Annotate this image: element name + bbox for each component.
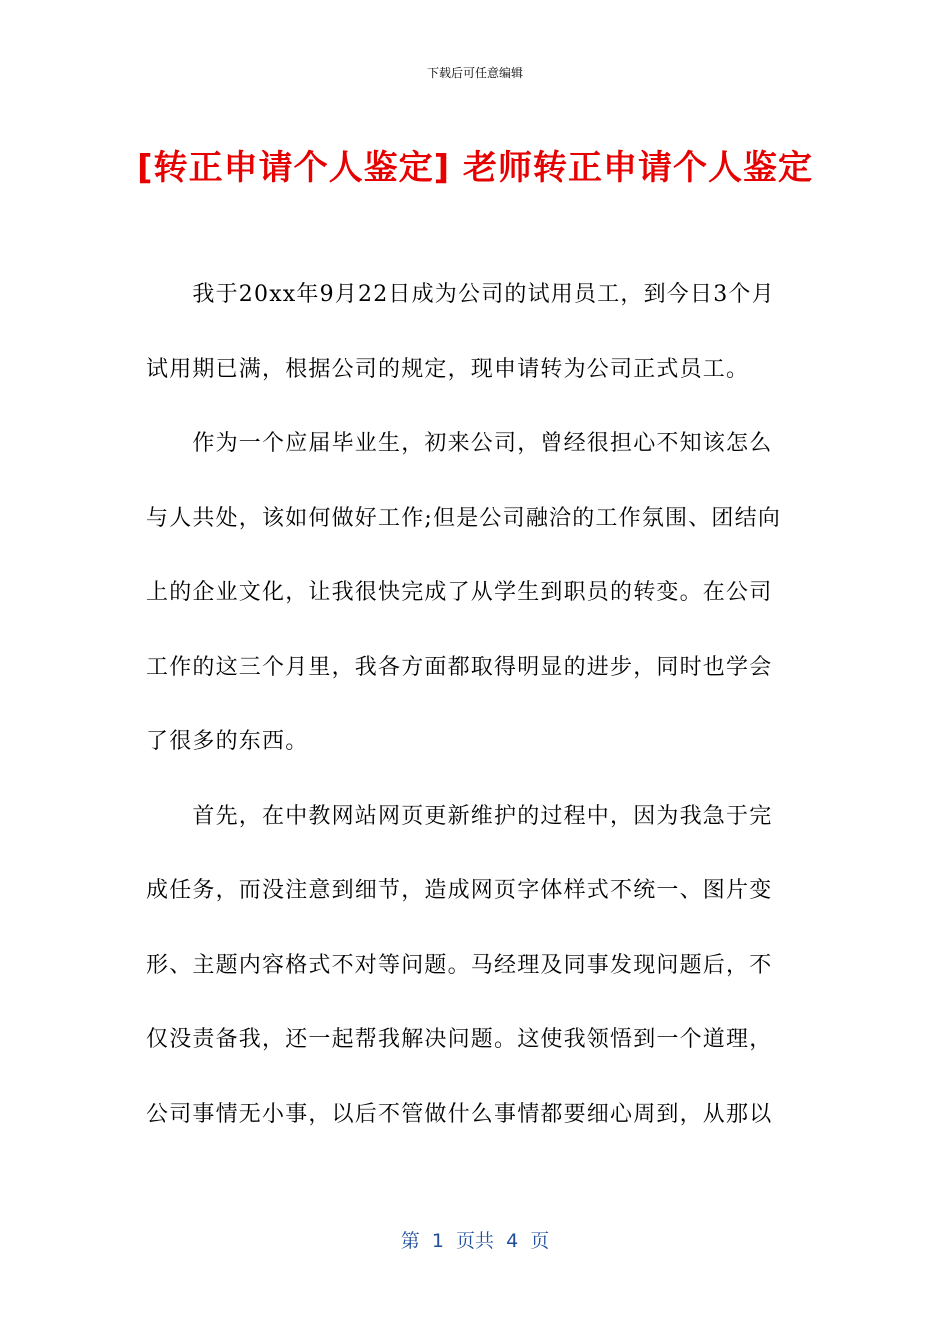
document-body [146,258,806,1152]
body-line: 首先，在中教网站网页更新维护的过程中，因为我急于完 [146,803,773,829]
body-line: 与人共处，该如何做好工作;但是公司融洽的工作氛围、团结向 [146,505,782,531]
header-note: 下载后可任意编辑 [426,66,523,80]
body-line: 仅没责备我，还一起帮我解决问题。这使我领悟到一个道理， [146,1027,773,1052]
body-line: 试用期已满，根据公司的规定，现申请转为公司正式员工。 [146,356,750,382]
body-line: 上的企业文化，让我很快完成了从学生到职员的转变。在公司 [146,580,773,605]
body-line: 了很多的东西。 [146,729,309,754]
body-line: 成任务，而没注意到细节，造成网页字体样式不统一、图片变 [146,878,773,903]
body-line: 形、主题内容格式不对等问题。马经理及同事发现问题后，不 [146,952,773,978]
page-number-footer: 第 1 页共 4 页 [400,1230,550,1252]
body-line: 作为一个应届毕业生，初来公司，曾经很担心不知该怎么 [146,431,773,456]
body-line: 我于20xx年9月22日成为公司的试用员工，到今日3个月 [146,282,775,307]
body-line: 工作的这三个月里，我各方面都取得明显的进步，同时也学会 [146,654,773,680]
body-line: 公司事情无小事，以后不管做什么事情都要细心周到，从那以 [146,1101,773,1127]
document-title: [转正申请个人鉴定] 老师转正申请个人鉴定 [137,148,813,188]
